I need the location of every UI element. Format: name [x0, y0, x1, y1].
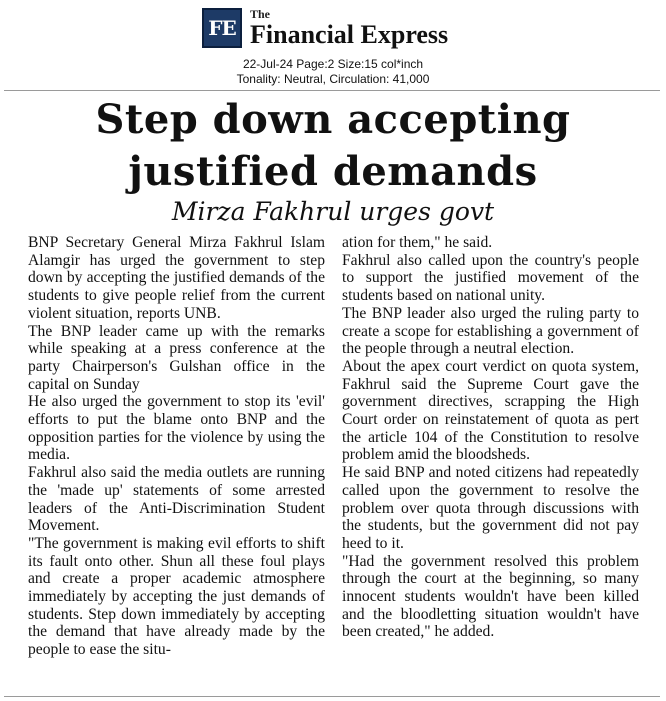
publication-title: Financial Express — [250, 20, 449, 49]
publication-the: The — [250, 7, 271, 21]
headline-line-1: Step down accepting — [95, 96, 571, 143]
fe-logo: FE — [202, 8, 242, 48]
clipping-meta-date-size: 22-Jul-24 Page:2 Size:15 col*inch — [242, 57, 424, 71]
masthead — [202, 6, 448, 50]
article-subhead: Mirza Fakhrul urges govt — [171, 197, 495, 226]
paragraph: The BNP leader came up with the remarks while speaking at a press conference at the party Chairperson's Gulshan office in the capital on Sunday — [28, 322, 325, 393]
top-divider — [4, 90, 660, 91]
bottom-divider — [4, 696, 660, 697]
paragraph: About the apex court verdict on quota system, Fakhrul said the Supreme Court gave the government directives, scrapping the High Court order on reinstatement of quota as pert the article 104 of the Constitution to resolve problem amid the bloodsheds. — [342, 357, 639, 464]
paragraph: Fakhrul also called upon the country's people to support the justified movement of the students based on national unity. — [342, 251, 639, 305]
article-column-right — [342, 234, 639, 694]
paragraph: "The government is making evil efforts to shift its fault onto other. Shun all these foul plays and create a proper academic atmosphere immediately by accepting the just demands of students. Step down immediately by accepting the demand that have already made by the people to ease the situ- — [28, 534, 325, 659]
article-column-left — [28, 234, 325, 694]
article-headline — [0, 94, 666, 198]
paragraph: Fakhrul also said the media outlets are running the 'made up' statements of some arrested leaders of the Anti-Discrimination Student Movement. — [28, 464, 325, 535]
headline-line-2: justified demands — [128, 148, 538, 195]
paragraph: The BNP leader also urged the ruling party to create a scope for establishing a government of the people through a neutral election. — [342, 304, 639, 358]
paragraph: BNP Secretary General Mirza Fakhrul Islam Alamgir has urged the government to step down by accepting the justified demands of the students to give people relief from the current violent situation, reports UNB. — [28, 234, 325, 322]
paragraph: ation for them," he said. — [342, 234, 493, 251]
paragraph: "Had the government resolved this problem through the court at the beginning, so many innocent students wouldn't have been killed and the bloodletting situation wouldn't have been created," he added. — [342, 552, 639, 641]
paragraph: He also urged the government to stop its 'evil' efforts to put the blame onto BNP and the opposition parties for the violence by using the media. — [28, 393, 325, 464]
publication-name — [250, 8, 448, 48]
clipping-meta-tonality: Tonality: Neutral, Circulation: 41,000 — [236, 72, 430, 86]
paragraph: He said BNP and noted citizens had repeatedly called upon the government to resolve the problem over quota through discussions with the students, but the government did not pay heed to it. — [342, 464, 639, 552]
